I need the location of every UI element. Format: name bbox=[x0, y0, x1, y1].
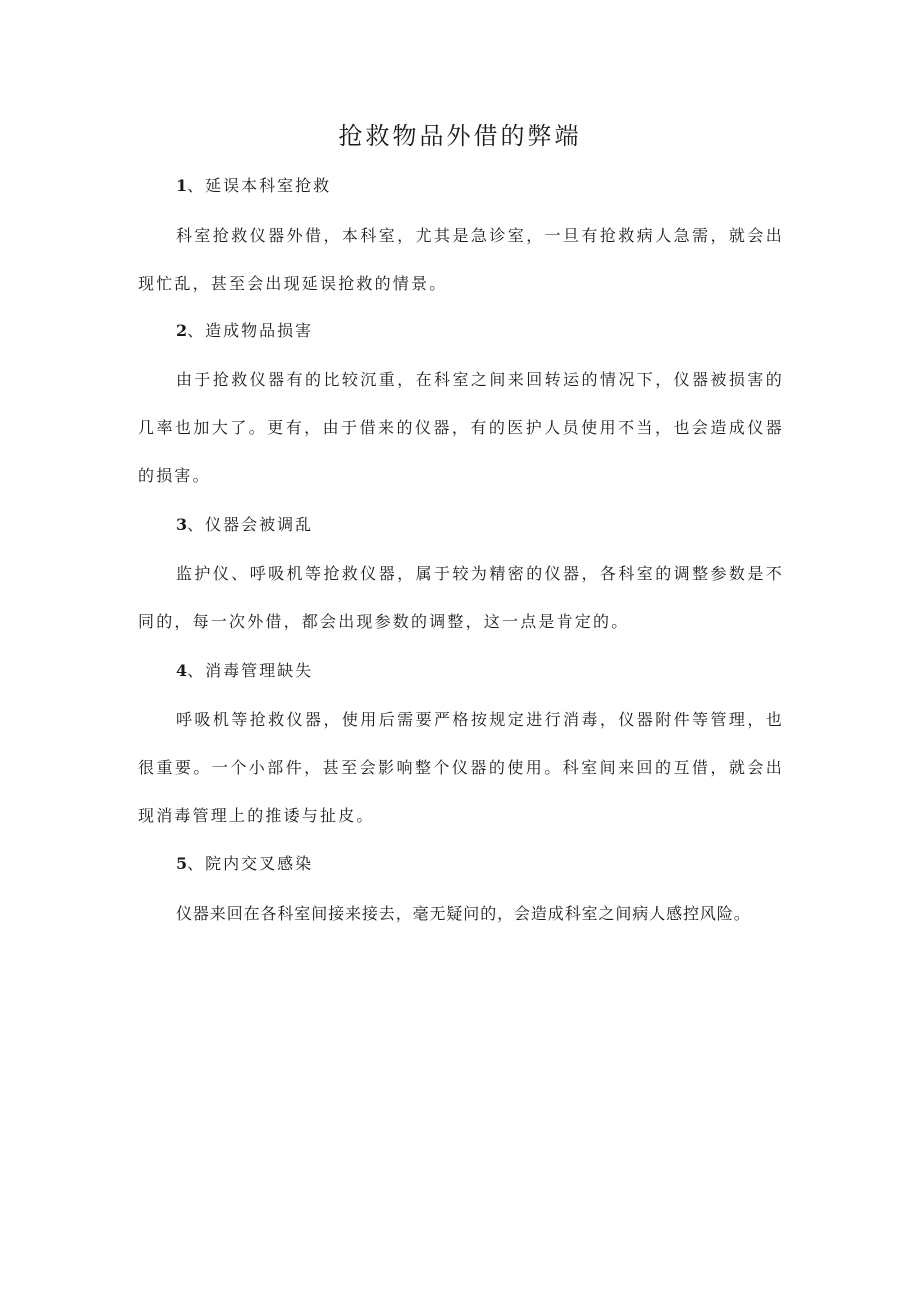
section-body-5: 仪器来回在各科室间接来接去，毫无疑问的，会造成科室之间病人感控风险。 bbox=[176, 904, 751, 923]
section-body-2: 由于抢救仪器有的比较沉重，在科室之间来回转运的情况下，仪器被损害的几率也加大了。更有，由于借来的仪器，有的医护人员使用不当，也会造成仪器的损害。 bbox=[138, 370, 784, 485]
section-heading-2 bbox=[176, 319, 313, 343]
section-body-3: 监护仪、呼吸机等抢救仪器，属于较为精密的仪器，各科室的调整参数是不同的，每一次外借，都会出现参数的调整，这一点是肯定的。 bbox=[138, 564, 784, 631]
section-number-4: 4 bbox=[176, 661, 188, 680]
document-title: 抢救物品外借的弊端 bbox=[338, 122, 582, 150]
section-heading-1 bbox=[176, 174, 331, 198]
section-heading-text-5: 、院内交叉感染 bbox=[187, 854, 314, 873]
section-body-4: 呼吸机等抢救仪器，使用后需要严格按规定进行消毒，仪器附件等管理，也很重要。一个小部件，甚至会影响整个仪器的使用。科室间来回的互借，就会出现消毒管理上的推诿与扯皮。 bbox=[138, 710, 784, 825]
section-number-5: 5 bbox=[176, 854, 188, 873]
section-number-3: 3 bbox=[176, 515, 188, 534]
section-number-1: 1 bbox=[176, 176, 188, 195]
section-heading-3 bbox=[176, 513, 313, 537]
section-heading-text-4: 、消毒管理缺失 bbox=[187, 661, 314, 680]
section-heading-4 bbox=[176, 659, 313, 683]
section-heading-text-1: 、延误本科室抢救 bbox=[187, 176, 332, 195]
section-heading-text-3: 、仪器会被调乱 bbox=[187, 515, 314, 534]
section-heading-5 bbox=[176, 852, 313, 876]
section-number-2: 2 bbox=[176, 321, 188, 340]
section-heading-text-2: 、造成物品损害 bbox=[187, 321, 314, 340]
section-body-1: 科室抢救仪器外借，本科室，尤其是急诊室，一旦有抢救病人急需，就会出现忙乱，甚至会出现延误抢救的情景。 bbox=[138, 226, 784, 293]
